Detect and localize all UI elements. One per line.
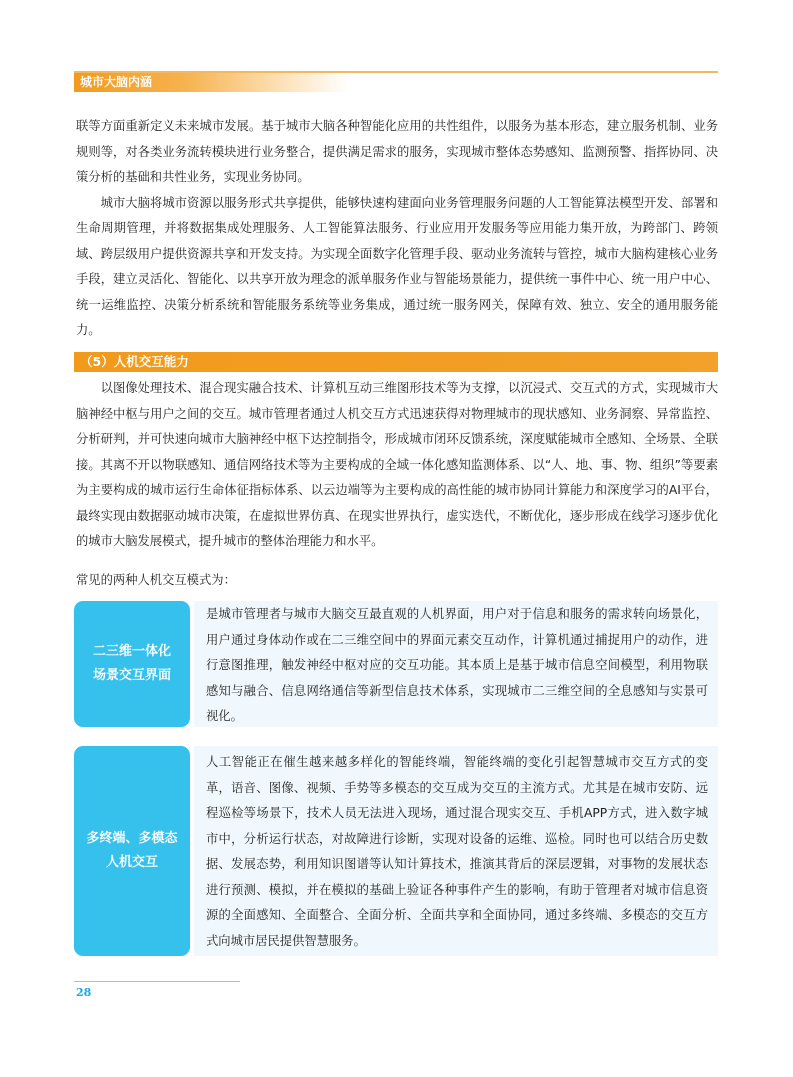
mode-label-line: 场景交互界面	[92, 668, 171, 683]
chapter-header-tag: 城市大脑内涵	[74, 73, 349, 92]
mode-label-line: 二三维一体化	[92, 644, 171, 659]
mode-label-line: 人机交互	[105, 855, 158, 870]
paragraph-hci: 以图像处理技术、混合现实融合技术、计算机互动三维图形技术等为支撑，以沉浸式、交互式的方式，实现城市大脑神经中枢与用户之间的交互。城市管理者通过人机交互方式迅速获得对物理城市的现状感知、业务洞察、异常监控、分析研判，并可快速向城市大脑神经中枢下达控制指令，形成城市闭环反馈系统，深度赋能城市全感知、全场景、全联接。其离不开以物联感知、通信网络技术等为主要构成的全域一体化感知监测体系、以“人、地、事、物、组织”等要素为主要构成的城市运行生命体征指标体系、以云边端等为主要构成的高性能的城市协同计算能力和深度学习的AI平台，最终实现由数据驱动城市决策，在虚拟世界仿真、在现实世界执行，虚实迭代，不断优化，逐步形成在线学习逐步优化的城市大脑发展模式，提升城市的整体治理能力和水平。	[76, 381, 718, 548]
mode-label-multimodal	[74, 746, 190, 956]
mode-label-3d-interface	[74, 601, 190, 727]
mode-description-3d-interface: 是城市管理者与城市大脑交互最直观的人机界面，用户对于信息和服务的需求转向场景化，用户通过身体动作或在二三维空间中的界面元素交互动作，计算机通过捕捉用户的动作，进行意图推理，触发神经中枢对应的交互功能。其本质上是基于城市信息空间模型，利用物联感知与融合、信息网络通信等新型信息技术体系，实现城市二三维空间的全息感知与实景可视化。	[194, 601, 718, 727]
mode-label-line: 多终端、多模态	[86, 831, 178, 846]
paragraph-continuation: 联等方面重新定义未来城市发展。基于城市大脑各种智能化应用的共性组件，以服务为基本形态，建立服务机制、业务规则等，对各类业务流转模块进行业务整合，提供满足需求的服务，实现城市整体态势感知、监测预警、指挥协同、决策分析的基础和共性业务，实现业务协同。	[76, 119, 718, 184]
modes-intro: 常见的两种人机交互模式为：	[76, 573, 236, 587]
section-title-hci: （5）人机交互能力	[74, 352, 718, 372]
paragraph-resource-sharing: 城市大脑将城市资源以服务形式共享提供，能够快速构建面向业务管理服务问题的人工智能算法模型开发、部署和生命周期管理，并将数据集成处理服务、人工智能算法服务、行业应用开发服务等应用能力集开放，为跨部门、跨领域、跨层级用户提供资源共享和开发支持。为实现全面数字化管理手段、驱动业务流转与管控，城市大脑构建核心业务手段，建立灵活化、智能化、以共享开放为理念的派单服务作业与智能场景能力，提供统一事件中心、统一用户中心、统一运维监控、决策分析系统和智能服务系统等业务集成，通过统一服务网关，保障有效、独立、安全的通用服务能力。	[76, 195, 718, 337]
mode-row-multimodal	[74, 746, 718, 956]
page-number: 28	[76, 986, 92, 999]
footer-rule	[74, 981, 240, 982]
mode-description-multimodal: 人工智能正在催生越来越多样化的智能终端，智能终端的变化引起智慧城市交互方式的变革，语音、图像、视频、手势等多模态的交互成为交互的主流方式。尤其是在城市安防、远程巡检等场景下，技术人员无法进入现场，通过混合现实交互、手机APP方式，进入数字城市中，分析运行状态，对故障进行诊断，实现对设备的运维、巡检。同时也可以结合历史数据、发展态势，利用知识图谱等认知计算技术，推演其背后的深层逻辑，对事物的发展状态进行预测、模拟，并在模拟的基础上验证各种事件产生的影响，有助于管理者对城市信息资源的全面感知、全面整合、全面分析、全面共享和全面协同，通过多终端、多模态的交互方式向城市居民提供智慧服务。	[194, 746, 718, 956]
mode-row-3d-interface	[74, 601, 718, 727]
body-text-hci	[76, 376, 718, 555]
body-text-top	[76, 114, 718, 344]
